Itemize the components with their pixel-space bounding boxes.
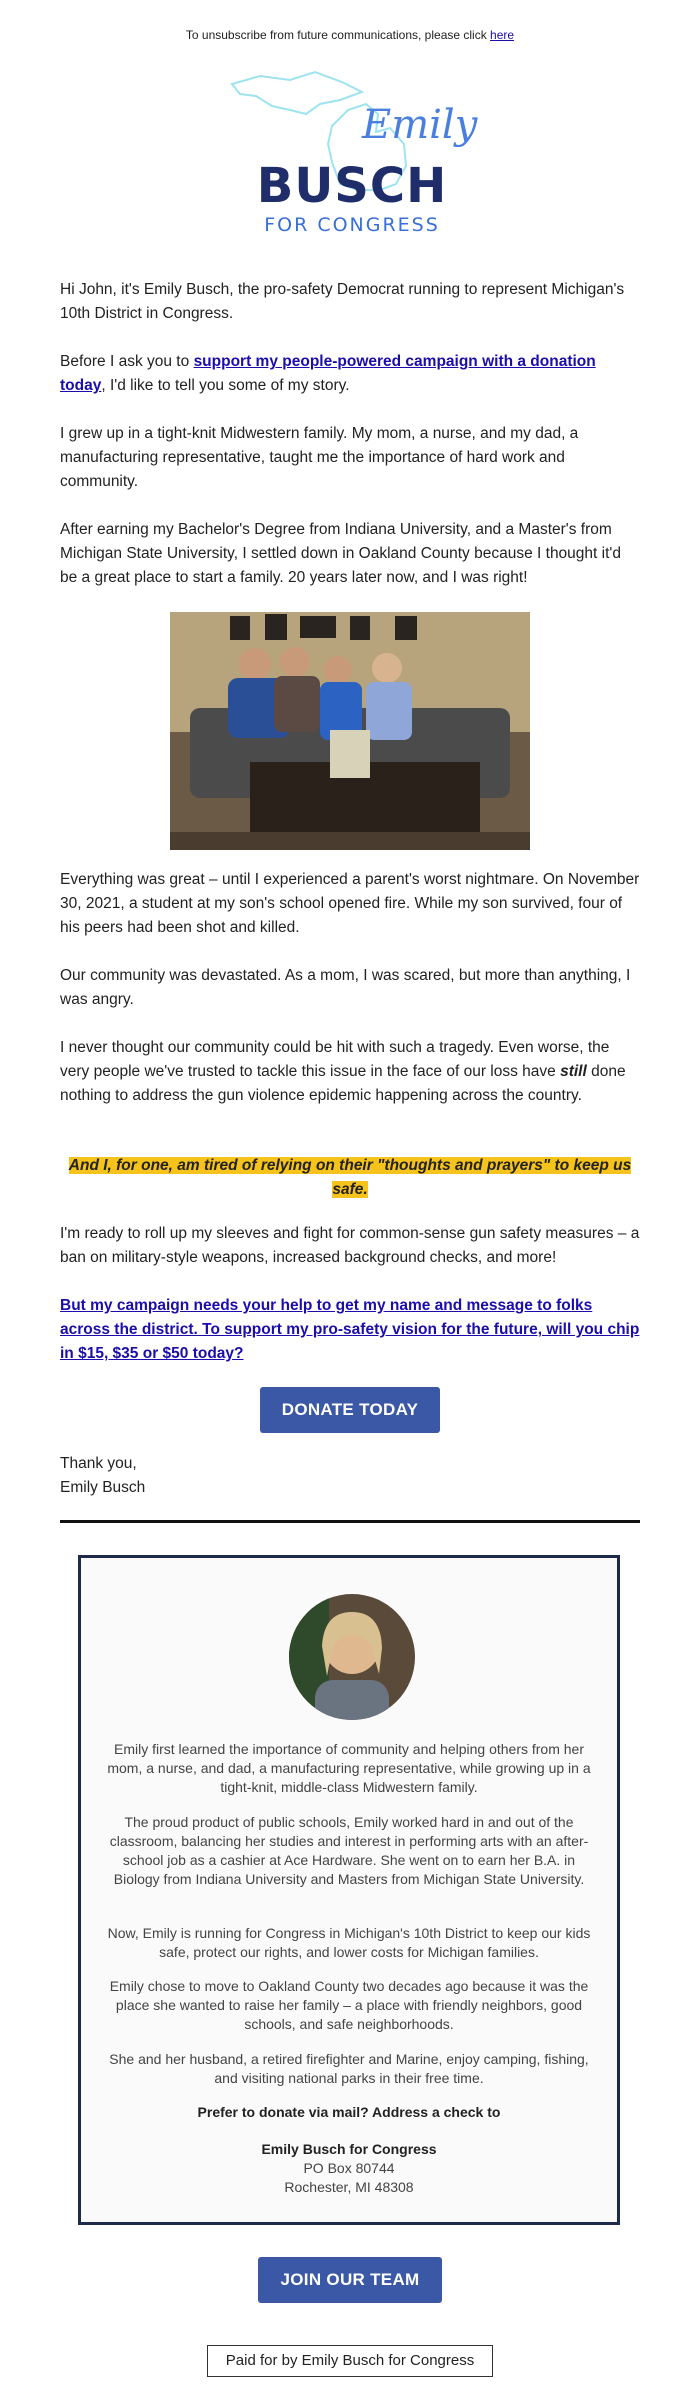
signoff: [60, 1452, 640, 1500]
logo-tagline: FOR CONGRESS: [264, 214, 440, 236]
join-our-team-button[interactable]: JOIN OUR TEAM: [258, 2257, 442, 2303]
campaign-logo: [220, 66, 480, 246]
ask-text-before: Before I ask you to: [60, 353, 190, 370]
family-paragraph: I grew up in a tight-knit Midwestern family. My mom, a nurse, and my dad, a manufacturing representative, taught me the importance of hard work and community.: [60, 425, 579, 490]
unsubscribe-link[interactable]: here: [490, 28, 515, 42]
mailing-name: Emily Busch for Congress: [261, 2141, 437, 2157]
family-photo: [170, 612, 530, 850]
highlight-text: And I, for one, am tired of relying on their "thoughts and prayers" to keep us safe.: [68, 1157, 632, 1198]
bio-paragraph: Now, Emily is running for Congress in Michigan's 10th District to keep our kids safe, protect our rights, and lower costs for Michigan families.: [107, 1925, 591, 1960]
inaction-text-after: done nothing to address the gun violence epidemic happening across the country.: [60, 1063, 626, 1104]
bio-paragraph: The proud product of public schools, Emily worked hard in and out of the classroom, balancing her studies and interest in performing arts with an after-school job as a cashier at Ace Hardware. She went on to earn her B.A. in Biology from Indiana University and Masters from Michigan State University.: [109, 1814, 589, 1887]
ask-text-after: , I'd like to tell you some of my story.: [101, 377, 350, 394]
intro-paragraph: Hi John, it's Emily Busch, the pro-safety Democrat running to represent Michigan's 10th District in Congress.: [60, 281, 625, 322]
paid-for-disclaimer: Paid for by Emily Busch for Congress: [207, 2345, 493, 2377]
tragedy-paragraph: Everything was great – until I experienced a parent's worst nightmare. On November 30, 2021, a student at my son's school opened fire. While my son survived, four of his peers had been shot and killed.: [60, 871, 640, 936]
signoff-text: Thank you,: [60, 1455, 137, 1472]
bio-paragraph: Emily first learned the importance of community and helping others from her mom, a nurse, and dad, a manufacturing representative, while growing up in a tight-knit, middle-class Midwestern family.: [107, 1741, 591, 1795]
inaction-emphasis: still: [560, 1063, 587, 1080]
devastated-paragraph: Our community was devastated. As a mom, I was scared, but more than anything, I was angry.: [60, 967, 631, 1008]
letter-paragraph: [60, 278, 640, 326]
letter-paragraph: [60, 1036, 640, 1108]
policy-paragraph: I'm ready to roll up my sleeves and fight for common-sense gun safety measures – a ban on military-style weapons, increased background checks, and more!: [60, 1225, 640, 1266]
mailing-city: Rochester, MI 48308: [284, 2179, 414, 2195]
bio-paragraph: She and her husband, a retired firefighter and Marine, enjoy camping, fishing, and visiting national parks in their free time.: [109, 2051, 589, 2086]
unsubscribe-text: To unsubscribe from future communications, please click: [185, 28, 487, 42]
cta-paragraph: [60, 1294, 640, 1366]
letter-paragraph: [60, 1222, 640, 1270]
mail-prompt: Prefer to donate via mail? Address a check to: [197, 2104, 501, 2120]
highlight-quote: [60, 1154, 640, 1202]
bio-paragraph: Emily chose to move to Oakland County two decades ago because it was the place she wanted to raise her family – a place with friendly neighbors, good schools, and safe neighborhoods.: [109, 1978, 589, 2032]
mailing-po-box: PO Box 80744: [303, 2160, 395, 2176]
cta-donation-link[interactable]: But my campaign needs your help to get my name and message to folks across the district. To support my pro-safety vision for the future, will you chip in $15, $35 or $50 today?: [60, 1297, 640, 1362]
letter-paragraph: [60, 518, 640, 590]
section-divider: [60, 1520, 640, 1523]
letter-paragraph: [60, 422, 640, 494]
unsubscribe-line: [0, 28, 700, 42]
logo-surname: BUSCH: [256, 158, 448, 214]
signature-text: Emily Busch: [60, 1479, 146, 1496]
education-paragraph: After earning my Bachelor's Degree from Indiana University, and a Master's from Michigan State University, I settled down in Oakland County because I thought it'd be a great place to start a family. 20 years later now, and I was right!: [60, 521, 621, 586]
donation-ask-paragraph: [60, 350, 640, 398]
letter-paragraph: [60, 868, 640, 940]
bio-card: [78, 1555, 620, 2225]
candidate-avatar: [289, 1594, 415, 1720]
letter-paragraph: [60, 964, 640, 1012]
donation-link[interactable]: support my people-powered campaign with a donation today: [60, 353, 596, 394]
donate-today-button[interactable]: DONATE TODAY: [260, 1387, 440, 1433]
inaction-text-before: I never thought our community could be hit with such a tragedy. Even worse, the very people we've trusted to tackle this issue in the face of our loss have: [60, 1039, 610, 1080]
logo-script-name: Emily: [362, 102, 478, 148]
